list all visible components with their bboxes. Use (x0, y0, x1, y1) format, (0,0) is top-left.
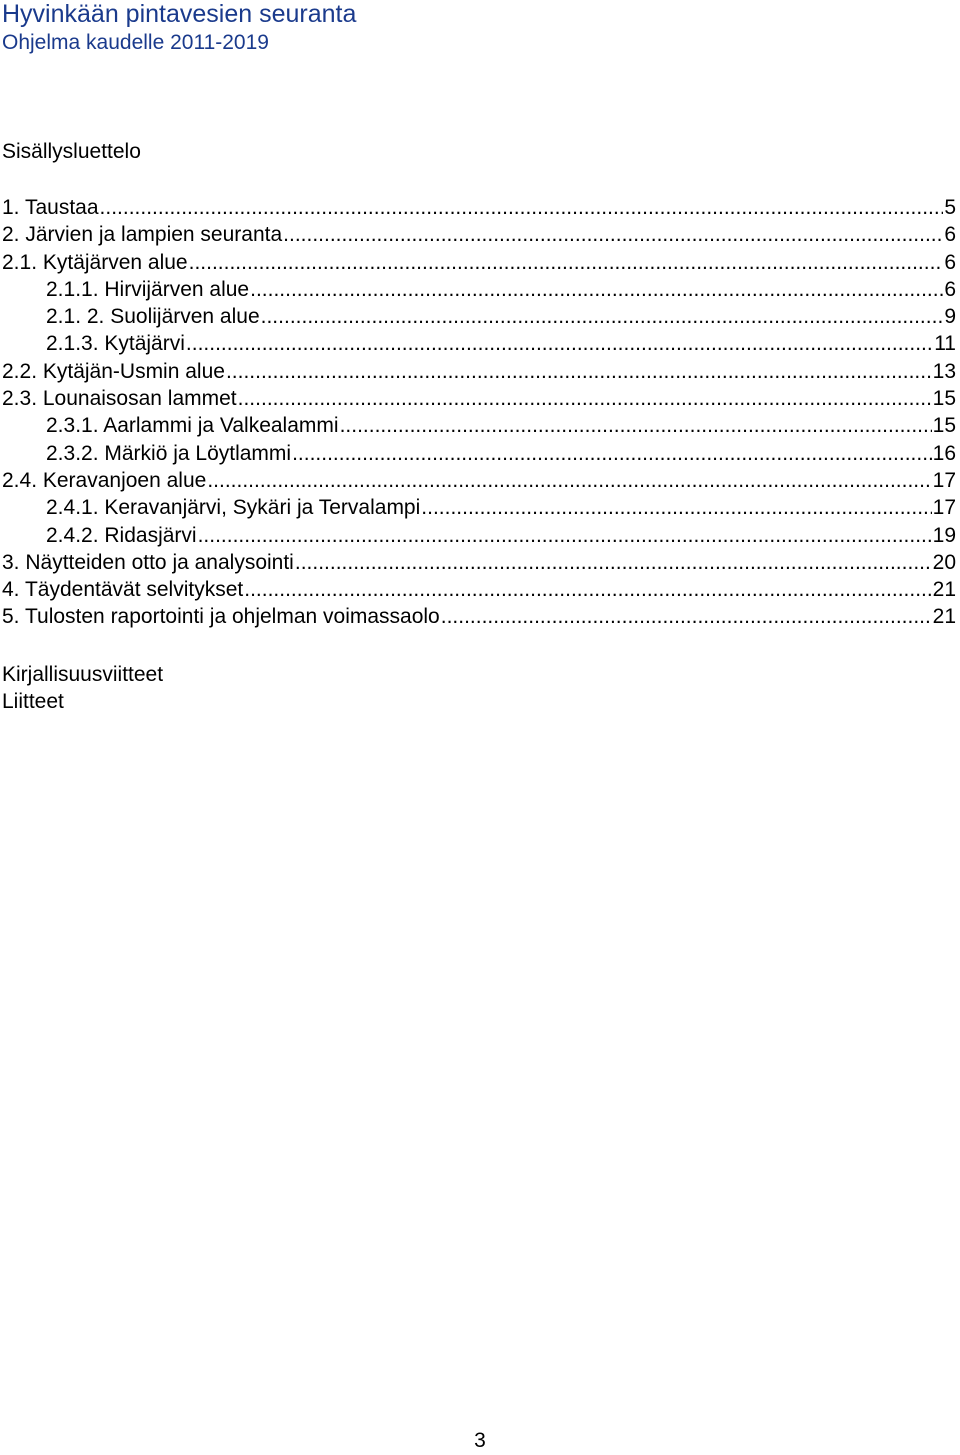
toc-entry-label: 4. Täydentävät selvitykset (2, 578, 244, 602)
toc-entry-page-number: 6 (944, 250, 956, 274)
page-number: 3 (474, 1429, 486, 1452)
toc-heading: Sisällysluettelo (2, 140, 141, 163)
toc-entry-label: 2.4.1. Keravanjärvi, Sykäri ja Tervalampi (46, 496, 421, 520)
toc-entry-page-number: 6 (944, 277, 956, 301)
toc-dot-leader (238, 385, 932, 412)
toc-entry-label: 2.2. Kytäjän-Usmin alue (2, 359, 225, 383)
toc-entry[interactable] (2, 467, 956, 494)
toc-entry-label: 2.4.2. Ridasjärvi (46, 523, 197, 547)
toc-entry[interactable] (2, 194, 956, 221)
toc-entry[interactable] (2, 358, 956, 385)
toc-entry-page-number: 20 (932, 550, 956, 574)
toc-entry[interactable] (2, 412, 956, 439)
toc-entry-page-number: 6 (944, 223, 956, 247)
toc-dot-leader (421, 494, 931, 521)
toc-dot-leader (189, 249, 944, 276)
toc-entry[interactable] (2, 549, 956, 576)
toc-entry-page-number: 15 (932, 387, 956, 411)
toc-entry-label: 1. Taustaa (2, 196, 99, 219)
toc-dot-leader (261, 303, 944, 330)
toc-dot-leader (244, 576, 931, 603)
table-of-contents (2, 194, 956, 631)
toc-entry[interactable] (2, 385, 956, 412)
toc-entry[interactable] (2, 276, 956, 303)
toc-entry[interactable] (2, 221, 956, 248)
document-title: Hyvinkään pintavesien seuranta (2, 0, 357, 28)
toc-dot-leader (226, 358, 932, 385)
toc-entry[interactable] (2, 249, 956, 276)
toc-entry-label: 3. Näytteiden otto ja analysointi (2, 550, 294, 574)
toc-entry-label: 5. Tulosten raportointi ja ohjelman voimassaolo (2, 605, 440, 629)
toc-dot-leader (186, 330, 933, 357)
toc-entry-label: 2.3.2. Märkiö ja Löytlammi (46, 441, 292, 465)
toc-entry-page-number: 19 (932, 523, 956, 547)
toc-dot-leader (292, 440, 932, 467)
toc-entry-page-number: 17 (932, 496, 956, 520)
toc-entry-page-number: 21 (932, 578, 956, 602)
toc-entry-page-number: 15 (932, 414, 956, 438)
toc-entry-page-number: 13 (932, 359, 956, 383)
toc-entry[interactable] (2, 494, 956, 521)
toc-entry-page-number: 17 (932, 468, 956, 492)
toc-entry[interactable] (2, 440, 956, 467)
toc-entry-label: 2.1. Kytäjärven alue (2, 250, 188, 274)
toc-entry-label: 2.3.1. Aarlammi ja Valkealammi (46, 414, 339, 438)
toc-entry-label: 2.3. Lounaisosan lammet (2, 387, 237, 411)
toc-dot-leader (295, 549, 932, 576)
toc-dot-leader (198, 522, 932, 549)
toc-entry[interactable] (2, 576, 956, 603)
references-entry: Kirjallisuusviitteet (2, 662, 164, 686)
toc-dot-leader (207, 467, 931, 494)
toc-entry-label: 2.1.1. Hirvijärven alue (46, 277, 250, 301)
toc-entry-label: 2.4. Keravanjoen alue (2, 468, 207, 492)
toc-entry-page-number: 16 (932, 441, 956, 465)
toc-dot-leader (283, 221, 943, 248)
toc-dot-leader (100, 194, 944, 221)
toc-entry[interactable] (2, 522, 956, 549)
toc-entry[interactable] (2, 330, 956, 357)
toc-dot-leader (340, 412, 932, 439)
toc-dot-leader (250, 276, 943, 303)
toc-entry-page-number: 9 (944, 305, 956, 329)
appendices-entry: Liitteet (2, 689, 64, 713)
document-subtitle: Ohjelma kaudelle 2011-2019 (2, 31, 269, 54)
toc-entry-page-number: 5 (944, 196, 956, 219)
toc-entry-label: 2.1.3. Kytäjärvi (46, 332, 185, 356)
toc-entry-label: 2. Järvien ja lampien seuranta (2, 223, 283, 247)
toc-entry[interactable] (2, 603, 956, 630)
toc-entry[interactable] (2, 303, 956, 330)
toc-entry-page-number: 21 (932, 605, 956, 629)
toc-entry-page-number: 11 (934, 332, 956, 356)
toc-dot-leader (441, 603, 932, 630)
toc-entry-label: 2.1. 2. Suolijärven alue (46, 305, 260, 329)
